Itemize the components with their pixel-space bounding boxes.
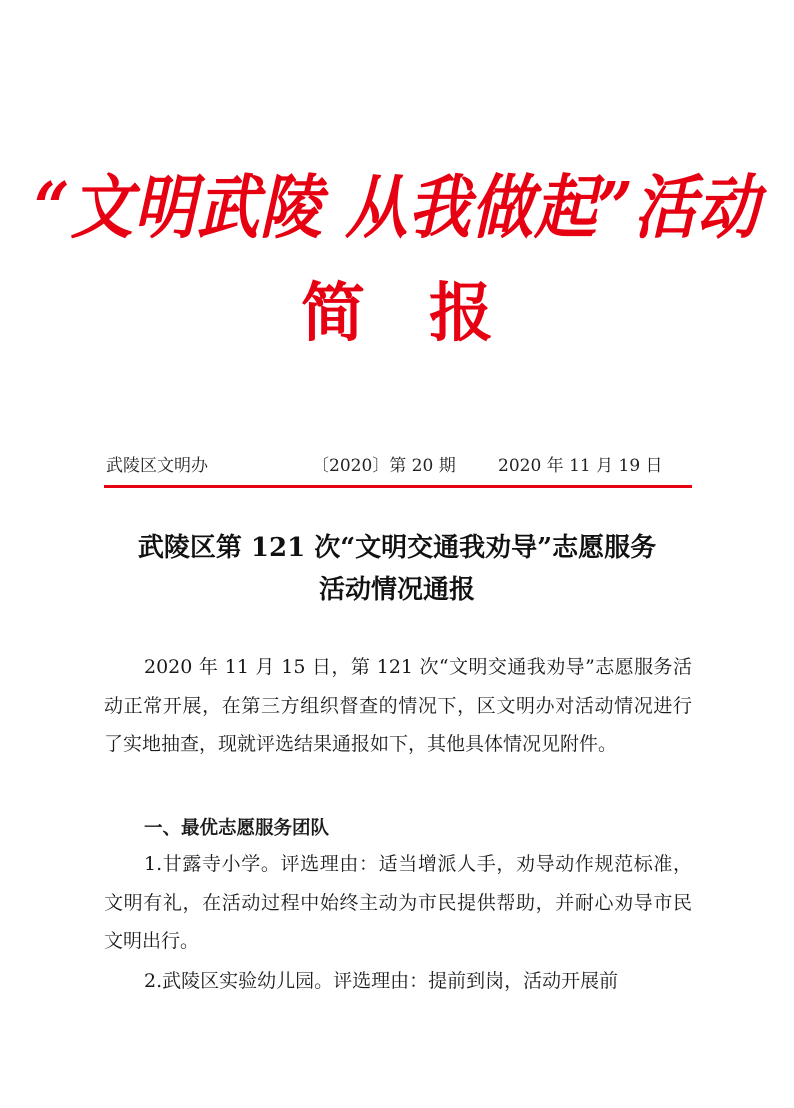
issue-date: 2020 年 11 月 19 日 [498, 456, 663, 476]
red-divider-rule [104, 485, 692, 488]
document-title-line-1: 武陵区第 121 次“文明交通我劝导”志愿服务 [137, 533, 657, 563]
issue-info-line [104, 452, 692, 480]
award-item-2: 2.武陵区实验幼儿园。评选理由：提前到岗，活动开展前 [144, 970, 619, 992]
document-title [90, 527, 704, 611]
intro-paragraph: 2020 年 11 月 15 日，第 121 次“文明交通我劝导”志愿服务活动正常开展，在第三方组织督查的情况下，区文明办对活动情况进行了实地抽查，现就评选结果通报如下，其他具体情况见附件。 [104, 656, 692, 755]
award-item-1: 1.甘露寺小学。评选理由：适当增派人手，劝导动作规范标准，文明有礼，在活动过程中始终主动为市民提供帮助，并耐心劝导市民文明出行。 [104, 853, 692, 952]
masthead-subtitle-char-2: 报 [429, 276, 493, 351]
issuing-office: 武陵区文明办 [106, 456, 208, 476]
masthead-subtitle [0, 272, 794, 356]
issue-number: 〔2020〕第 20 期 [312, 456, 456, 476]
section-heading-best-team: 一、最优志愿服务团队 [144, 818, 330, 839]
masthead-subtitle-char-1: 简 [301, 276, 365, 351]
document-title-line-2: 活动情况通报 [318, 575, 475, 605]
masthead-title: “文明武陵 从我做起”活动 [34, 166, 760, 249]
